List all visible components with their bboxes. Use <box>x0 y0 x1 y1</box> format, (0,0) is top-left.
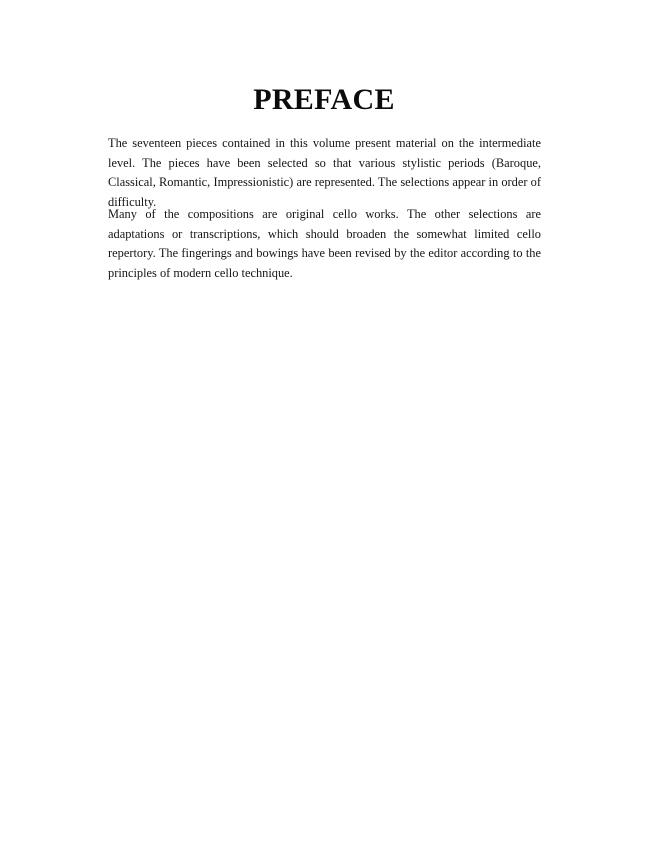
preface-paragraph-1: The seventeen pieces contained in this volume present material on the intermediate level. The pieces have been selected so that various stylistic periods (Baroque, Classical, Romantic, Impressionistic) are represented. The selections appear in order of difficulty. <box>108 136 541 209</box>
page-title: PREFACE <box>253 83 395 116</box>
preface-paragraph-2: Many of the compositions are original cello works. The other selections are adaptations or transcriptions, which should broaden the somewhat limited cello repertory. The fingerings and bowings have been revised by the editor according to the principles of modern cello technique. <box>108 207 541 280</box>
